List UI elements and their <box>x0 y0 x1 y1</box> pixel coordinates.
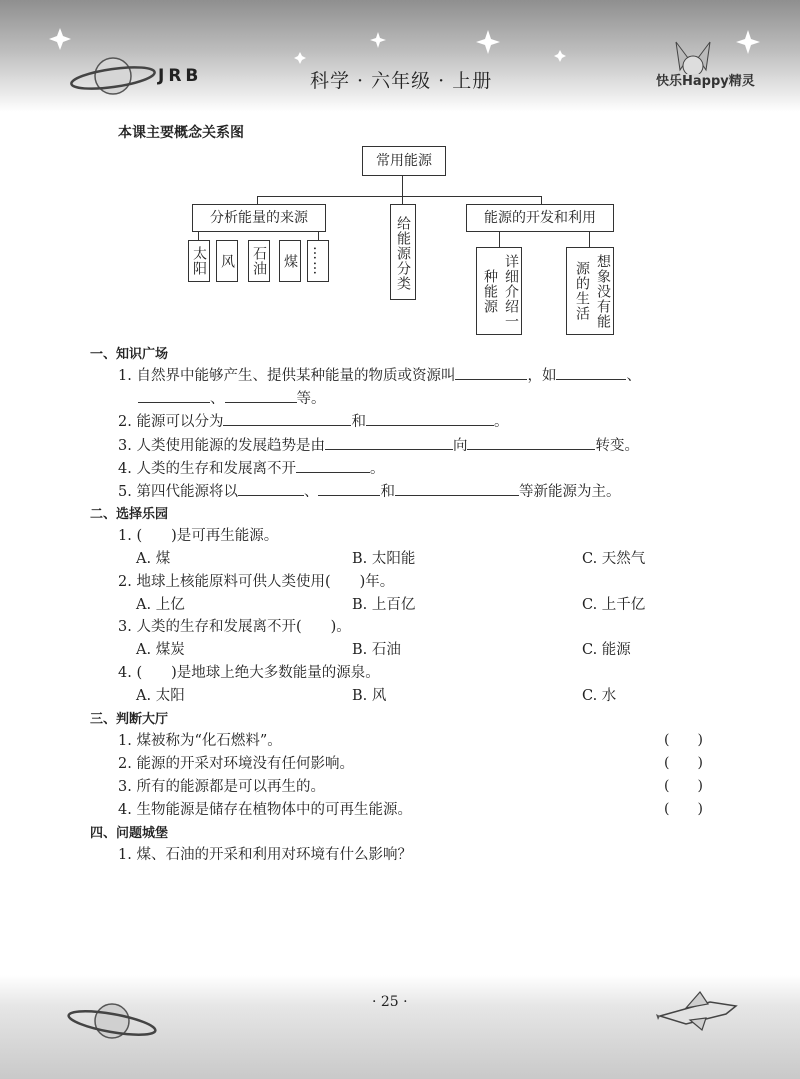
answer-blank[interactable] <box>467 434 595 450</box>
connector <box>257 196 258 204</box>
choice-question: 4. ( )是地球上绝大多数能量的源泉。 <box>118 665 380 681</box>
planet-footer-icon <box>64 996 160 1046</box>
answer-blank[interactable] <box>223 410 351 426</box>
choice-option[interactable]: C. 能源 <box>582 642 631 658</box>
choice-question: 2. 地球上核能原料可供人类使用( )年。 <box>118 574 395 590</box>
connector <box>198 231 199 240</box>
judge-answer-box[interactable]: ( ) <box>664 778 703 794</box>
choice-option[interactable]: A. 上亿 <box>136 597 185 613</box>
section-heading: 二、选择乐园 <box>90 507 169 522</box>
question-line: 4. 人类的生存和发展离不开 。 <box>118 457 384 478</box>
section-heading: 一、知识广场 <box>90 347 169 362</box>
page-number: · 25 · <box>372 994 408 1010</box>
section-heading: 四、问题城堡 <box>90 826 169 841</box>
answer-blank[interactable] <box>138 387 210 403</box>
answer-blank[interactable] <box>296 457 370 473</box>
question-line: 5. 第四代能源将以 、 和 等新能源为主。 <box>118 480 620 501</box>
choice-option[interactable]: A. 煤 <box>136 551 171 567</box>
choice-option[interactable]: A. 太阳 <box>136 688 185 704</box>
choice-option[interactable]: C. 天然气 <box>582 551 646 567</box>
planet-logo-icon <box>68 52 158 100</box>
question-line: 、 等。 <box>138 387 326 408</box>
connector <box>318 231 319 240</box>
space-shuttle-icon <box>656 988 740 1032</box>
answer-blank[interactable] <box>366 410 494 426</box>
answer-blank[interactable] <box>318 480 380 496</box>
judge-answer-box[interactable]: ( ) <box>664 755 703 771</box>
judge-answer-box[interactable]: ( ) <box>664 801 703 817</box>
concept-right: 能源的开发和利用 <box>466 204 614 232</box>
mascot-logo: 快乐Happy精灵 <box>656 74 755 89</box>
concept-leaf: 太阳 <box>188 240 210 282</box>
choice-question: 1. ( )是可再生能源。 <box>118 528 279 544</box>
section-heading: 三、判断大厅 <box>90 712 169 727</box>
concept-leaf: 石油 <box>248 240 270 282</box>
open-question: 1. 煤、石油的开采和利用对环境有什么影响？ <box>118 847 412 863</box>
question-line: 3. 人类使用能源的发展趋势是由 向 转变。 <box>118 434 639 455</box>
judge-item: 4. 生物能源是储存在植物体中的可再生能源。 <box>118 802 412 818</box>
answer-blank[interactable] <box>395 480 519 496</box>
concept-leaf: 想象没有能源的生活 <box>566 247 614 335</box>
choice-option[interactable]: B. 风 <box>352 688 387 704</box>
choice-option[interactable]: C. 水 <box>582 688 617 704</box>
brand-mark: JRB <box>158 66 203 86</box>
choice-option[interactable]: B. 石油 <box>352 642 401 658</box>
connector <box>589 231 590 247</box>
connector <box>402 175 403 197</box>
choice-option[interactable]: A. 煤炭 <box>136 642 185 658</box>
judge-item: 1. 煤被称为“化石燃料”。 <box>118 733 282 749</box>
choice-question: 3. 人类的生存和发展离不开( )。 <box>118 619 351 635</box>
answer-blank[interactable] <box>325 434 453 450</box>
question-line: 1. 自然界中能够产生、提供某种能量的物质或资源叫 ，如 、 <box>118 364 641 385</box>
choice-option[interactable]: C. 上千亿 <box>582 597 646 613</box>
concept-leaf: 风 <box>216 240 238 282</box>
judge-item: 3. 所有的能源都是可以再生的。 <box>118 779 325 795</box>
connector <box>402 196 403 204</box>
choice-option[interactable]: B. 太阳能 <box>352 551 416 567</box>
choice-option[interactable]: B. 上百亿 <box>352 597 416 613</box>
judge-answer-box[interactable]: ( ) <box>664 732 703 748</box>
connector <box>257 196 542 197</box>
concept-map-title: 本课主要概念关系图 <box>118 125 244 141</box>
concept-leaf: 详细介绍一种能源 <box>476 247 522 335</box>
answer-blank[interactable] <box>225 387 297 403</box>
concept-root: 常用能源 <box>362 146 446 176</box>
connector <box>541 196 542 204</box>
connector <box>499 231 500 247</box>
answer-blank[interactable] <box>455 364 527 380</box>
concept-left: 分析能量的来源 <box>192 204 326 232</box>
question-line: 2. 能源可以分为 和 。 <box>118 410 508 431</box>
answer-blank[interactable] <box>238 480 304 496</box>
concept-middle: 给能源分类 <box>390 204 416 300</box>
judge-item: 2. 能源的开采对环境没有任何影响。 <box>118 756 354 772</box>
answer-blank[interactable] <box>556 364 626 380</box>
concept-leaf: 煤 <box>279 240 301 282</box>
book-title: 科学 · 六年级 · 上册 <box>310 70 493 92</box>
rabbit-mascot-icon <box>668 40 718 74</box>
concept-leaf: …… <box>307 240 329 282</box>
